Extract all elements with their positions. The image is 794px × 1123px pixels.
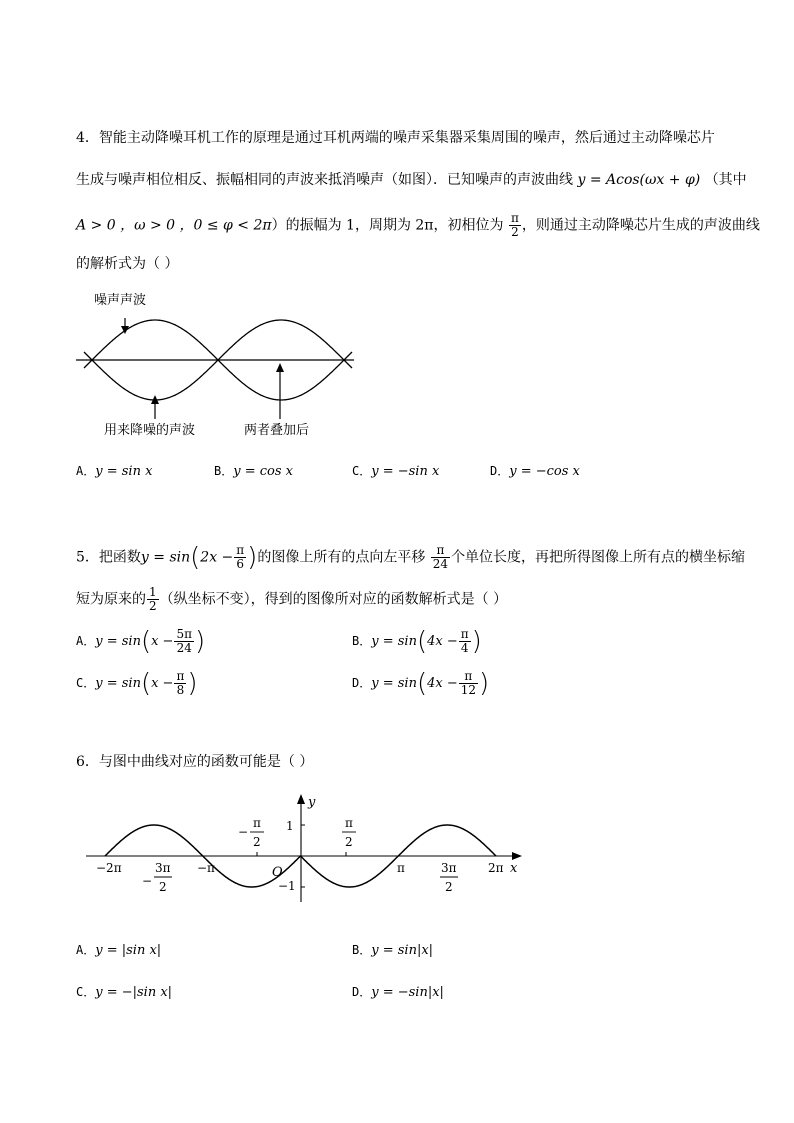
q4-label-sum: 两者叠加后 xyxy=(244,423,310,438)
q5-number: 5． xyxy=(76,549,99,566)
q6-y-label: y xyxy=(308,795,316,810)
q4-formula: y = Acos(ωx + φ) xyxy=(577,172,701,188)
q4-text-line1: 智能主动降噪耳机工作的原理是通过耳机两端的噪声采集器采集周围的噪声，然后通过主动降噪芯片 xyxy=(98,130,715,146)
q4-option-c[interactable]: C．y = −sin x xyxy=(352,464,440,479)
q5-option-b[interactable]: B．y = sin(4x − $\frac{\pi}{4}$ ) xyxy=(352,626,482,657)
q4-text-line2b: （其中 xyxy=(704,172,747,188)
q5-option-d[interactable]: D．y = sin(4x − $\frac{\pi}{12}$ ) xyxy=(352,668,490,699)
q4-label-cancel: 用来降噪的声波 xyxy=(104,423,196,438)
q6-tick-label-pi2-num: π xyxy=(345,816,353,830)
q4-phase-fraction: $\frac{\pi}{2}$ xyxy=(510,211,519,239)
q5-shift-fraction: $\frac{\pi}{24}$ xyxy=(432,543,449,571)
q4-text-line4: 的解析式为（ ） xyxy=(76,256,179,272)
q5-option-c[interactable]: C．y = sin(x − $\frac{\pi}{8}$ ) xyxy=(76,668,198,699)
q6-option-a[interactable]: A．y = |sin x| xyxy=(76,943,162,958)
q4-line1 xyxy=(76,128,715,148)
q6-tick-label-neg3pi2-den: 2 xyxy=(159,880,167,894)
q5-option-a[interactable]: A．y = sin(x − $\frac{5\pi}{24}$ ) xyxy=(76,626,206,657)
q4-option-d[interactable]: D．y = −cos x xyxy=(490,464,580,479)
q6-tick-label-pi: π xyxy=(397,861,405,875)
q4-text-line3a: ）的振幅为 1，周期为 2π，初相位为 xyxy=(271,217,504,234)
q5-line2: 短为原来的 $\frac{1}{2}$ （纵坐标不变），得到的图像所对应的函数解析式是（ ） xyxy=(76,585,508,613)
q6-text: 与图中曲线对应的函数可能是（ ） xyxy=(98,754,314,770)
q4-option-a[interactable]: A．y = sin x xyxy=(76,464,153,479)
q5-line1: 5．把函数y = sin(2x − $\frac{\pi}{6}$ )的图像上所有的点向左平移 $\frac{\pi}{24}$ 个单位长度，再把所得图像上所有点的横坐标缩 xyxy=(76,542,746,573)
q6-tick-label-neg3pi2-sign: − xyxy=(142,874,153,888)
q6-tick-label-3pi2-den: 2 xyxy=(445,880,453,894)
q6-y-arrowhead xyxy=(297,794,305,804)
q6-origin-label: O xyxy=(272,865,283,880)
q4-text-line3b: ，则通过主动降噪芯片生成的声波曲线 xyxy=(521,217,760,234)
q6-x-label: x xyxy=(510,861,518,876)
q6-x-arrowhead xyxy=(512,852,522,860)
q6-option-b[interactable]: B．y = sin|x| xyxy=(352,943,434,958)
q4-text-line2a: 生成与噪声相位相反、振幅相同的声波来抵消噪声（如图）．已知噪声的声波曲线 xyxy=(76,172,573,188)
q6-tick-label-2pi: 2π xyxy=(488,861,504,875)
q4-sum-arrowhead xyxy=(276,363,284,372)
q6-tick-label-neg3pi2-num: 3π xyxy=(155,861,171,875)
q4-label-noise: 噪声声波 xyxy=(94,293,147,308)
q6-tick-label-neg1: −1 xyxy=(278,879,296,893)
q6-tick-label-neg2pi: −2π xyxy=(96,861,122,875)
q4-line2 xyxy=(76,170,747,190)
q6-option-d[interactable]: D．y = −sin|x| xyxy=(352,985,444,1000)
q5-half-fraction: $\frac{1}{2}$ xyxy=(149,585,157,613)
q6-line1 xyxy=(76,752,313,772)
q6-option-c[interactable]: C．y = −|sin x| xyxy=(76,985,173,1000)
q6-tick-label-1: 1 xyxy=(286,819,294,833)
q6-tick-label-pi2-den: 2 xyxy=(345,835,353,849)
q6-graph xyxy=(80,790,530,905)
q6-tick-label-3pi2-num: 3π xyxy=(441,861,457,875)
q6-number: 6． xyxy=(76,754,99,770)
q4-wave-figure xyxy=(70,282,370,442)
q4-number: 4． xyxy=(76,130,99,146)
q5-inner-fraction: $\frac{\pi}{6}$ xyxy=(236,543,245,571)
q6-tick-label-negpi2-sign: − xyxy=(238,825,249,839)
q6-tick-label-negpi: −π xyxy=(197,861,215,875)
q4-line4 xyxy=(76,254,178,274)
q6-tick-label-negpi2-num: π xyxy=(253,816,261,830)
q6-tick-label-negpi2-den: 2 xyxy=(253,835,261,849)
q4-conditions: A > 0 ，ω > 0 ，0 ≤ φ < 2π xyxy=(76,217,272,234)
q4-line3 xyxy=(76,212,760,239)
q4-option-b[interactable]: B．y = cos x xyxy=(214,464,293,479)
